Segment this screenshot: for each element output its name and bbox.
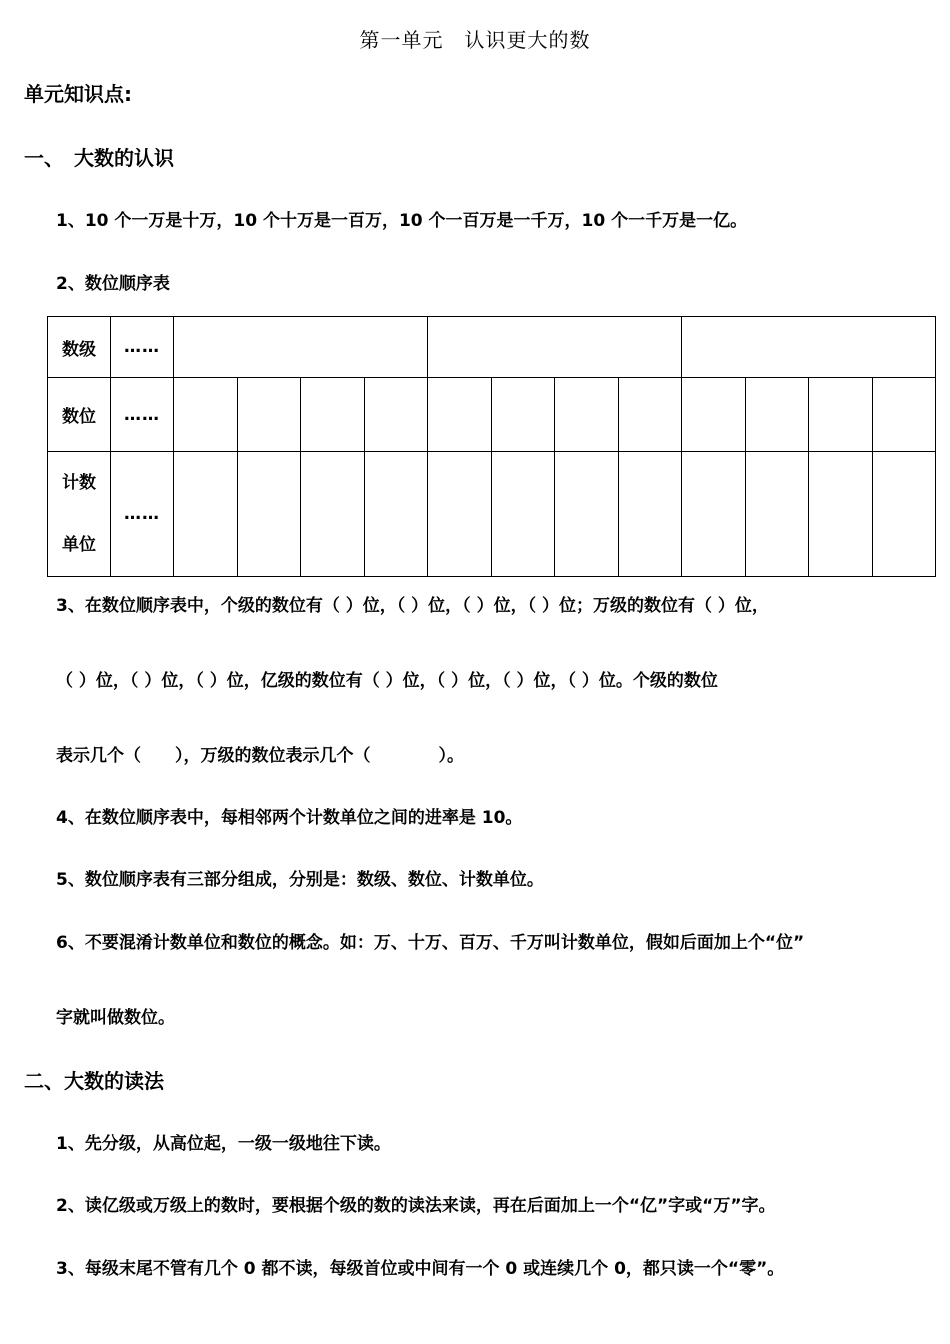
table-cell <box>809 452 873 577</box>
section1-item1: 1、10 个一万是十万，10 个十万是一百万，10 个一百万是一千万，10 个一千万是一亿。 <box>56 211 748 231</box>
table-cell <box>364 378 428 452</box>
section1-item2: 2、数位顺序表 <box>56 274 170 294</box>
table-cell <box>428 378 492 452</box>
table-cell <box>174 317 428 378</box>
table-cell <box>301 378 365 452</box>
table-cell <box>491 378 555 452</box>
row-label-unit-line2: 单位 <box>62 535 96 555</box>
table-cell <box>428 317 682 378</box>
ellipsis-cell: …… <box>111 378 174 452</box>
table-cell <box>491 452 555 577</box>
row-label-jiji: 数级 <box>48 317 111 378</box>
table-cell <box>237 378 301 452</box>
section2-item1: 1、先分级，从高位起，一级一级地往下读。 <box>56 1134 391 1154</box>
table-cell <box>872 378 936 452</box>
table-cell <box>745 378 809 452</box>
table-cell <box>618 378 682 452</box>
section1-heading: 一、 大数的认识 <box>24 146 174 170</box>
table-cell <box>745 452 809 577</box>
table-cell <box>237 452 301 577</box>
row-label-shuwei: 数位 <box>48 378 111 452</box>
ellipsis-cell: …… <box>111 317 174 378</box>
row-label-unit <box>48 452 111 577</box>
table-cell <box>301 452 365 577</box>
table-row-shuwei <box>48 378 936 452</box>
section1-item5: 5、数位顺序表有三部分组成，分别是：数级、数位、计数单位。 <box>56 870 544 890</box>
ellipsis-cell: …… <box>111 452 174 577</box>
row-label-unit-line1: 计数 <box>62 473 96 493</box>
section2-heading: 二、大数的读法 <box>24 1069 164 1093</box>
table-cell <box>618 452 682 577</box>
table-cell <box>809 378 873 452</box>
table-cell <box>682 452 746 577</box>
table-cell <box>555 452 619 577</box>
table-cell <box>682 378 746 452</box>
section1-item3-line2: （ ）位，（ ）位，（ ）位，亿级的数位有（ ）位，（ ）位，（ ）位，（ ）位。个级的数位 <box>56 671 718 691</box>
table-row-jiji <box>48 317 936 378</box>
section1-item4: 4、在数位顺序表中，每相邻两个计数单位之间的进率是 10。 <box>56 808 523 828</box>
section1-item6-line1: 6、不要混淆计数单位和数位的概念。如：万、十万、百万、千万叫计数单位，假如后面加上个“位” <box>56 933 805 953</box>
table-cell <box>174 378 238 452</box>
section2-item3: 3、每级末尾不管有几个 0 都不读，每级首位或中间有一个 0 或连续几个 0，都只读一个“零”。 <box>56 1259 785 1279</box>
table-cell <box>872 452 936 577</box>
section1-item3-line1: 3、在数位顺序表中，个级的数位有（ ）位，（ ）位，（ ）位，（ ）位；万级的数位有（ ）位， <box>56 596 769 616</box>
section2-item2: 2、读亿级或万级上的数时，要根据个级的数的读法来读，再在后面加上一个“亿”字或“万”字。 <box>56 1196 776 1216</box>
table-cell <box>364 452 428 577</box>
section1-item3-line3: 表示几个（ ），万级的数位表示几个（ ）。 <box>56 746 464 766</box>
table-cell <box>682 317 936 378</box>
page-title: 第一单元 认识更大的数 <box>359 28 591 52</box>
table-cell <box>555 378 619 452</box>
table-row-unit <box>48 452 936 577</box>
table-cell <box>174 452 238 577</box>
place-value-table <box>47 316 936 577</box>
knowledge-heading: 单元知识点: <box>24 82 132 106</box>
table-cell <box>428 452 492 577</box>
section1-item6-line2: 字就叫做数位。 <box>56 1008 175 1028</box>
